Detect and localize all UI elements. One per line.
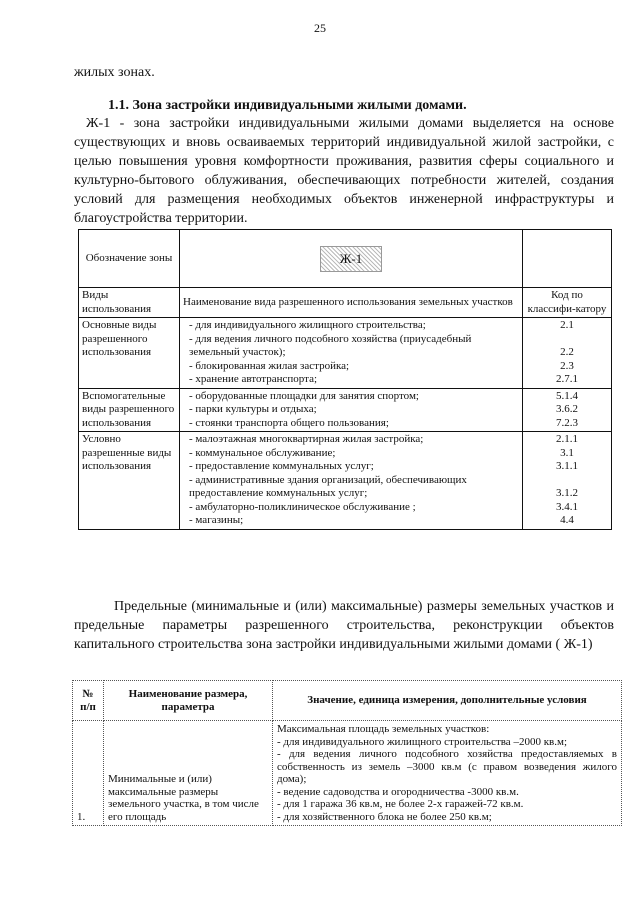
use-item-code: 2.1.1 — [556, 433, 578, 445]
use-item: - блокированная жилая застройка; — [189, 359, 350, 372]
use-item-text: для ведения личного подсобного хозяйства (приусадебный земельный участок); — [189, 332, 472, 358]
use-item-code: 7.2.3 — [556, 416, 578, 429]
zone-label-cell: Обозначение зоны — [79, 230, 180, 288]
row-param-name: Минимальные и (или) максимальные размеры земельного участка, в том числе его площадь — [104, 721, 273, 826]
use-item-text: для индивидуального жилищного строительства; — [195, 319, 426, 331]
use-codes-cell — [523, 432, 612, 530]
use-item: - предоставление коммунальных услуг; — [189, 460, 374, 472]
value-line: - для ведения личного подсобного хозяйства предоставляемых в собственность из земель –3000 кв.м (с правом возведения жилого дома); — [277, 748, 617, 785]
use-item-code: 2.2 — [560, 346, 574, 358]
use-type-cell: Основные виды разрешенного использования — [79, 318, 180, 389]
use-item-text: парки культуры и отдыха; — [195, 403, 317, 415]
use-group-row — [79, 388, 612, 432]
header-param-name: Наименование размера, параметра — [104, 681, 273, 721]
use-item-code: 4.4 — [560, 514, 574, 526]
value-line: - для 1 гаража 36 кв.м, не более 2-х гаражей-72 кв.м. — [277, 798, 524, 810]
use-codes-cell — [523, 388, 612, 432]
page-number: 25 — [314, 21, 326, 35]
use-item: - малоэтажная многоквартирная жилая застройка; — [189, 433, 424, 445]
use-item: - коммунальное обслуживание; — [189, 446, 336, 459]
use-item-text: предоставление коммунальных услуг; — [195, 460, 374, 472]
use-item-text: стоянки транспорта общего пользования; — [195, 416, 389, 429]
value-line: - для индивидуального жилищного строительства –2000 кв.м; — [277, 735, 567, 748]
row-values — [273, 721, 622, 826]
use-item-code: 3.6.2 — [556, 403, 578, 415]
use-names-cell — [180, 432, 523, 530]
use-codes-cell — [523, 318, 612, 389]
limits-table — [72, 680, 622, 826]
use-item-text: административные здания организаций, обеспечивающих предоставление коммунальных услуг; — [189, 473, 467, 499]
use-item: - оборудованные площадки для занятия спортом; — [189, 389, 419, 402]
use-type-cell: Условно разрешенные виды использования — [79, 432, 180, 530]
use-item: - стоянки транспорта общего пользования; — [189, 416, 389, 429]
use-item-code: 2.3 — [560, 359, 574, 372]
zone-code-cell — [180, 230, 523, 288]
use-group-row — [79, 432, 612, 530]
value-line: - для хозяйственного блока не более 250 кв.м; — [277, 810, 492, 823]
header-code: Код по классифи-катору — [523, 288, 612, 318]
use-item-code: 2.1 — [560, 319, 574, 331]
header-types: Виды использования — [79, 288, 180, 318]
use-group-row — [79, 318, 612, 389]
header-value: Значение, единица измерения, дополнительные условия — [273, 681, 622, 721]
use-item: - для индивидуального жилищного строительства; — [189, 319, 426, 331]
use-item-text: оборудованные площадки для занятия спортом; — [195, 389, 419, 402]
use-item-text: хранение автотранспорта; — [195, 373, 318, 385]
header-name: Наименование вида разрешенного использования земельных участков — [180, 288, 523, 318]
section-paragraph: Ж-1 - зона застройки индивидуальными жилыми домами выделяется на основе существующих и вновь осваиваемых территорий индивидуальной жилой застройки, с целью повышения уровня комфортности проживания, развития сферы социального и культурно-бытового облуживания, обеспечивающих потребности жителей, создания условий для размещения необходимых объектов инженерной инфраструктуры и благоустройства территории. — [74, 116, 614, 226]
use-item: - амбулаторно-поликлиническое обслуживание ; — [189, 500, 416, 513]
use-item-code: 3.4.1 — [556, 500, 578, 513]
use-item: - магазины; — [189, 514, 244, 526]
row-num: 1. — [73, 721, 104, 826]
use-item: - парки культуры и отдыха; — [189, 403, 317, 415]
use-item-text: малоэтажная многоквартирная жилая застройка; — [195, 433, 424, 445]
value-line: - ведение садоводства и огородничества -3000 кв.м. — [277, 785, 519, 798]
zone-code-badge: Ж-1 — [320, 246, 382, 272]
use-item-text: блокированная жилая застройка; — [195, 359, 350, 372]
use-item-code: 5.1.4 — [556, 389, 578, 402]
use-item-code: 3.1 — [560, 446, 574, 459]
empty-cell — [523, 230, 612, 288]
intro-fragment: жилых зонах. — [74, 65, 155, 80]
value-line: Максимальная площадь земельных участков: — [277, 723, 490, 735]
use-item: - для ведения личного подсобного хозяйства (приусадебный земельный участок); — [189, 332, 472, 358]
use-item: - административные здания организаций, обеспечивающих предоставление коммунальных услуг; — [189, 473, 467, 499]
limits-paragraph: Предельные (минимальные и (или) максимальные) размеры земельных участков и предельные параметры разрешенного строительства, реконструкции объектов капитального строительства зона застройки индивидуальными жилыми домами ( Ж-1) — [74, 599, 614, 652]
use-names-cell — [180, 318, 523, 389]
use-names-cell — [180, 388, 523, 432]
use-type-cell: Вспомогательные виды разрешенного использования — [79, 388, 180, 432]
use-item-code: 3.1.1 — [556, 460, 578, 472]
section-heading: 1.1. Зона застройки индивидуальными жилыми домами. — [108, 98, 467, 113]
header-num: № п/п — [73, 681, 104, 721]
use-item: - хранение автотранспорта; — [189, 373, 318, 385]
permitted-use-table — [78, 229, 612, 530]
use-item-code: 2.7.1 — [556, 373, 578, 385]
use-item-code: 3.1.2 — [556, 487, 578, 499]
use-item-text: магазины; — [195, 514, 244, 526]
use-item-text: коммунальное обслуживание; — [195, 446, 336, 459]
use-item-text: амбулаторно-поликлиническое обслуживание ; — [195, 500, 416, 513]
